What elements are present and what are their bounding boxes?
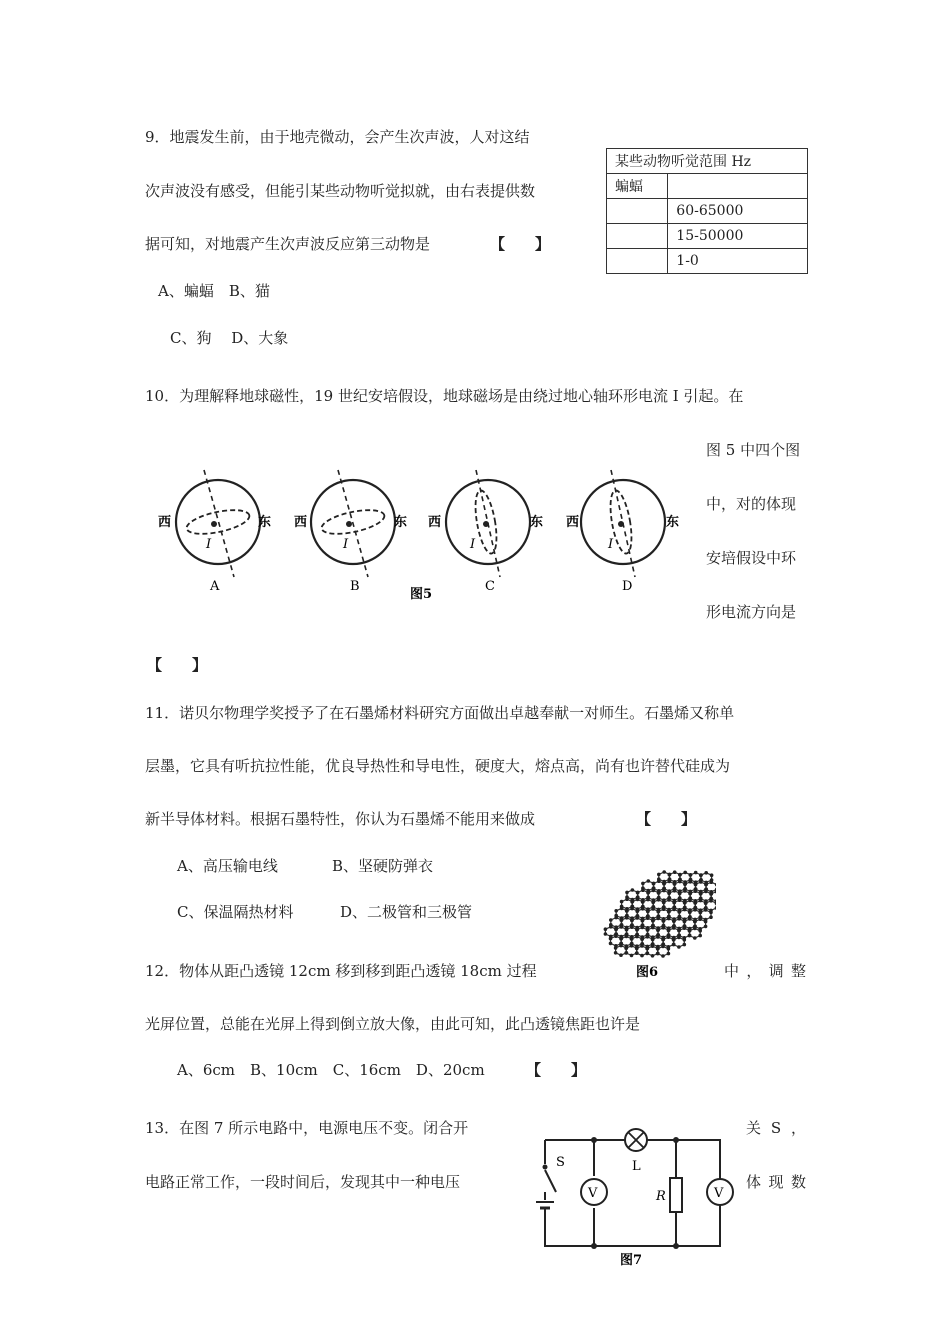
carbon-atom bbox=[625, 907, 629, 911]
table-row bbox=[607, 174, 808, 199]
carbon-atom bbox=[657, 889, 661, 893]
option-letter-b: B bbox=[350, 579, 360, 594]
carbon-atom bbox=[709, 909, 713, 913]
text-fragment: 体 bbox=[746, 1173, 762, 1191]
carbon-atom bbox=[635, 944, 639, 948]
hearing-range-table bbox=[606, 148, 808, 274]
q10-answer-bracket: 【 】 bbox=[147, 656, 208, 674]
carbon-atom bbox=[631, 888, 635, 892]
carbon-atom bbox=[635, 914, 639, 918]
q13-line1: 13．在图 7 所示电路中，电源电压不变。闭合开 bbox=[145, 1119, 469, 1137]
carbon-atom bbox=[704, 906, 708, 910]
voltmeter-label: V bbox=[588, 1186, 598, 1201]
q11-option-a: A、高压输电线 bbox=[177, 857, 278, 875]
carbon-atom bbox=[678, 878, 682, 882]
table-row bbox=[607, 199, 808, 224]
west-label: 西 bbox=[158, 515, 172, 530]
carbon-atom bbox=[652, 882, 656, 886]
carbon-atom bbox=[620, 935, 624, 939]
lamp-label: L bbox=[632, 1159, 641, 1174]
table-cell: 60-65000 bbox=[668, 199, 808, 224]
q12-line2: 光屏位置，总能在光屏上得到倒立放大像，由此可知，此凸透镜焦距也许是 bbox=[145, 1015, 641, 1033]
carbon-atom bbox=[673, 870, 677, 874]
carbon-atom bbox=[646, 896, 650, 900]
q12-line1: 12．物体从距凸透镜 12cm 移到移到距凸透镜 18cm 过程 bbox=[145, 962, 537, 980]
carbon-atom bbox=[630, 905, 634, 909]
carbon-atom bbox=[677, 934, 681, 938]
q11-option-c: C、保温隔热材料 bbox=[177, 903, 294, 921]
option-letter-d: D bbox=[622, 579, 633, 594]
q10-side-1: 图 5 中四个图 bbox=[706, 441, 801, 459]
carbon-atom bbox=[672, 924, 676, 928]
q11-answer-bracket: 【 】 bbox=[636, 810, 697, 828]
carbon-atom bbox=[668, 873, 672, 877]
east-label: 东 bbox=[530, 515, 544, 530]
text-fragment: 数 bbox=[790, 1173, 806, 1191]
carbon-atom bbox=[630, 942, 634, 946]
carbon-atom bbox=[630, 923, 634, 927]
q11-option-d: D、二极管和三极管 bbox=[340, 903, 473, 921]
carbon-atom bbox=[698, 934, 702, 938]
carbon-atom bbox=[661, 943, 665, 947]
q9-line3: 据可知，对地震产生次声波反应第三动物是 bbox=[145, 235, 431, 253]
carbon-atom bbox=[625, 933, 629, 937]
text-fragment: 现 bbox=[768, 1173, 784, 1191]
carbon-atom bbox=[619, 953, 623, 957]
q9-options-cd: C、狗 D、大象 bbox=[170, 329, 289, 347]
current-label: I bbox=[608, 537, 614, 552]
carbon-atom bbox=[624, 951, 628, 955]
table-cell: 1-0 bbox=[668, 249, 808, 274]
carbon-atom bbox=[640, 954, 644, 958]
carbon-atom bbox=[693, 906, 697, 910]
carbon-atom bbox=[641, 935, 645, 939]
carbon-atom bbox=[646, 933, 650, 937]
carbon-atom bbox=[646, 914, 650, 918]
carbon-atom bbox=[667, 933, 671, 937]
carbon-atom bbox=[672, 936, 676, 940]
carbon-atom bbox=[604, 932, 608, 936]
current-label: I bbox=[343, 537, 349, 552]
carbon-atom bbox=[704, 881, 708, 885]
carbon-atom bbox=[699, 878, 703, 882]
carbon-atom bbox=[641, 898, 645, 902]
carbon-atom bbox=[672, 917, 676, 921]
carbon-atom bbox=[636, 907, 640, 911]
voltmeter-icon bbox=[707, 1179, 733, 1205]
text-fragment: 整 bbox=[790, 962, 806, 980]
carbon-atom bbox=[710, 878, 714, 882]
carbon-atom bbox=[657, 877, 661, 881]
q12-answer-bracket: 【 】 bbox=[526, 1061, 587, 1079]
carbon-atom bbox=[641, 917, 645, 921]
q13-line2: 电路正常工作，一段时间后，发现其中一种电压 bbox=[145, 1173, 461, 1191]
carbon-atom bbox=[641, 882, 645, 886]
carbon-atom bbox=[688, 927, 692, 931]
carbon-atom bbox=[693, 918, 697, 922]
east-label: 东 bbox=[394, 515, 408, 530]
carbon-atom bbox=[625, 891, 629, 895]
carbon-atom bbox=[630, 935, 634, 939]
carbon-atom bbox=[699, 897, 703, 901]
carbon-atom bbox=[662, 917, 666, 921]
current-label: I bbox=[470, 537, 476, 552]
option-letter-c: C bbox=[485, 579, 495, 594]
carbon-atom bbox=[689, 873, 693, 877]
carbon-atom bbox=[683, 899, 687, 903]
carbon-atom bbox=[662, 936, 666, 940]
carbon-atom bbox=[614, 909, 618, 913]
table-cell bbox=[607, 199, 668, 224]
figure5-caption: 图5 bbox=[410, 587, 433, 602]
carbon-atom bbox=[693, 925, 697, 929]
carbon-atom bbox=[614, 925, 618, 929]
resistor-label: R bbox=[656, 1189, 666, 1204]
carbon-atom bbox=[699, 890, 703, 894]
carbon-atom bbox=[704, 918, 708, 922]
carbon-atom bbox=[630, 954, 634, 958]
carbon-atom bbox=[636, 891, 640, 895]
table-row bbox=[607, 249, 808, 274]
text-fragment: S bbox=[770, 1119, 782, 1137]
carbon-atom bbox=[625, 895, 629, 899]
carbon-atom bbox=[635, 933, 639, 937]
carbon-atom bbox=[636, 896, 640, 900]
carbon-atom bbox=[688, 934, 692, 938]
carbon-atom bbox=[652, 898, 656, 902]
carbon-atom bbox=[689, 878, 693, 882]
carbon-atom bbox=[699, 908, 703, 912]
carbon-atom bbox=[620, 900, 624, 904]
q10-side-4: 形电流方向是 bbox=[706, 603, 797, 621]
carbon-atom bbox=[651, 924, 655, 928]
table-cell bbox=[607, 224, 668, 249]
carbon-atom bbox=[710, 873, 714, 877]
q13-line1-tail bbox=[746, 1118, 806, 1138]
carbon-atom bbox=[647, 879, 651, 883]
carbon-atom bbox=[678, 908, 682, 912]
q9-line1: 9．地震发生前，由于地壳微动，会产生次声波，人对这结 bbox=[145, 128, 530, 146]
carbon-atom bbox=[614, 944, 618, 948]
west-label: 西 bbox=[566, 515, 580, 530]
carbon-atom bbox=[667, 926, 671, 930]
carbon-atom bbox=[646, 907, 650, 911]
carbon-atom bbox=[609, 942, 613, 946]
switch-label: S bbox=[556, 1155, 565, 1170]
carbon-atom bbox=[619, 942, 623, 946]
carbon-atom bbox=[683, 887, 687, 891]
carbon-atom bbox=[641, 924, 645, 928]
west-label: 西 bbox=[294, 515, 308, 530]
current-label: I bbox=[206, 537, 212, 552]
carbon-atom bbox=[651, 942, 655, 946]
figure7-circuit bbox=[530, 1122, 740, 1270]
carbon-atom bbox=[667, 915, 671, 919]
figure6-caption: 图6 bbox=[636, 965, 659, 980]
carbon-atom bbox=[661, 954, 665, 958]
q10-side-2: 中，对的体现 bbox=[706, 495, 797, 513]
carbon-atom bbox=[656, 952, 660, 956]
carbon-atom bbox=[699, 873, 703, 877]
carbon-atom bbox=[625, 926, 629, 930]
carbon-atom bbox=[689, 890, 693, 894]
text-fragment: 调 bbox=[768, 962, 784, 980]
carbon-atom bbox=[672, 943, 676, 947]
carbon-atom bbox=[662, 905, 666, 909]
carbon-atom bbox=[710, 890, 714, 894]
figure7-caption: 图7 bbox=[620, 1253, 643, 1268]
carbon-atom bbox=[698, 927, 702, 931]
carbon-atom bbox=[688, 908, 692, 912]
table-row bbox=[607, 224, 808, 249]
table-cell: 蝙蝠 bbox=[607, 174, 668, 199]
q12-line1-tail bbox=[724, 961, 806, 981]
carbon-atom bbox=[693, 936, 697, 940]
carbon-atom bbox=[614, 951, 618, 955]
voltmeter-label: V bbox=[714, 1186, 724, 1201]
carbon-atom bbox=[662, 924, 666, 928]
carbon-atom bbox=[677, 915, 681, 919]
carbon-atom bbox=[646, 945, 650, 949]
carbon-atom bbox=[657, 873, 661, 877]
text-fragment: 中 bbox=[724, 962, 740, 980]
carbon-atom bbox=[709, 915, 713, 919]
carbon-atom bbox=[704, 899, 708, 903]
figure5-option-a bbox=[158, 470, 271, 594]
carbon-atom bbox=[609, 918, 613, 922]
figure5-option-b bbox=[294, 470, 407, 594]
carbon-atom bbox=[704, 925, 708, 929]
q11-option-b: B、坚硬防弹衣 bbox=[332, 857, 434, 875]
q11-line1: 11．诺贝尔物理学奖授予了在石墨烯材料研究方面做出卓越奉献一对师生。石墨烯又称单 bbox=[145, 704, 735, 722]
text-fragment: ， bbox=[746, 962, 762, 980]
carbon-atom bbox=[704, 871, 708, 875]
q10-line1: 10．为理解释地球磁性，19 世纪安培假设，地球磁场是由绕过地心轴环形电流 I 引起。在 bbox=[145, 387, 744, 405]
carbon-atom bbox=[678, 873, 682, 877]
carbon-atom bbox=[677, 927, 681, 931]
carbon-atom bbox=[631, 898, 635, 902]
carbon-atom bbox=[625, 944, 629, 948]
carbon-atom bbox=[678, 896, 682, 900]
hearing-table-header: 某些动物听觉范围 Hz bbox=[607, 149, 808, 174]
carbon-atom bbox=[620, 923, 624, 927]
carbon-atom bbox=[698, 915, 702, 919]
carbon-atom bbox=[667, 945, 671, 949]
carbon-atom bbox=[688, 897, 692, 901]
figure5-option-d bbox=[566, 470, 679, 594]
carbon-atom bbox=[662, 870, 666, 874]
carbon-atom bbox=[641, 886, 645, 890]
q13-line2-tail bbox=[746, 1172, 806, 1192]
carbon-atom bbox=[656, 945, 660, 949]
carbon-atom bbox=[614, 914, 618, 918]
q9-answer-bracket: 【 】 bbox=[490, 235, 551, 253]
carbon-atom bbox=[688, 915, 692, 919]
carbon-atom bbox=[646, 926, 650, 930]
figure6-graphene bbox=[586, 852, 716, 982]
carbon-atom bbox=[672, 906, 676, 910]
carbon-atom bbox=[683, 943, 687, 947]
carbon-atom bbox=[614, 932, 618, 936]
carbon-atom bbox=[683, 871, 687, 875]
carbon-atom bbox=[652, 887, 656, 891]
carbon-atom bbox=[609, 935, 613, 939]
east-label: 东 bbox=[666, 515, 680, 530]
carbon-atom bbox=[694, 880, 698, 884]
table-cell bbox=[607, 249, 668, 274]
carbon-atom bbox=[620, 916, 624, 920]
q9-options-ab: A、蝙蝠 B、猫 bbox=[158, 282, 270, 300]
voltmeter-icon bbox=[581, 1179, 607, 1205]
lamp-icon bbox=[625, 1129, 647, 1151]
carbon-atom bbox=[625, 914, 629, 918]
carbon-atom bbox=[656, 926, 660, 930]
text-fragment: ， bbox=[790, 1119, 806, 1137]
table-cell bbox=[668, 174, 808, 199]
carbon-atom bbox=[673, 880, 677, 884]
carbon-atom bbox=[641, 905, 645, 909]
carbon-atom bbox=[604, 927, 608, 931]
figure5-earth-currents bbox=[148, 462, 693, 602]
text-fragment: 关 bbox=[746, 1119, 762, 1137]
carbon-atom bbox=[683, 936, 687, 940]
carbon-atom bbox=[667, 896, 671, 900]
q11-line3: 新半导体材料。根据石墨特性，你认为石墨烯不能用来做成 bbox=[145, 810, 536, 828]
carbon-atom bbox=[635, 926, 639, 930]
carbon-atom bbox=[667, 908, 671, 912]
q12-options: A、6cm B、10cm C、16cm D、20cm bbox=[177, 1061, 485, 1079]
west-label: 西 bbox=[428, 515, 442, 530]
carbon-atom bbox=[630, 916, 634, 920]
carbon-atom bbox=[662, 898, 666, 902]
carbon-atom bbox=[640, 942, 644, 946]
carbon-atom bbox=[694, 899, 698, 903]
carbon-atom bbox=[656, 915, 660, 919]
carbon-atom bbox=[645, 952, 649, 956]
carbon-atom bbox=[662, 887, 666, 891]
q9-line2: 次声波没有感受，但能引某些动物听觉拟就，由右表提供数 bbox=[145, 182, 536, 200]
q10-side-3: 安培假设中环 bbox=[706, 549, 797, 567]
carbon-atom bbox=[657, 908, 661, 912]
figure5-option-c bbox=[428, 470, 543, 594]
carbon-atom bbox=[678, 889, 682, 893]
carbon-atom bbox=[656, 933, 660, 937]
carbon-atom bbox=[683, 880, 687, 884]
carbon-atom bbox=[668, 878, 672, 882]
carbon-atom bbox=[677, 945, 681, 949]
carbon-atom bbox=[651, 917, 655, 921]
carbon-atom bbox=[635, 951, 639, 955]
carbon-atom bbox=[683, 917, 687, 921]
carbon-atom bbox=[673, 899, 677, 903]
carbon-atom bbox=[683, 906, 687, 910]
east-label: 东 bbox=[258, 515, 272, 530]
carbon-atom bbox=[609, 923, 613, 927]
carbon-atom bbox=[667, 952, 671, 956]
carbon-atom bbox=[620, 905, 624, 909]
carbon-atom bbox=[647, 889, 651, 893]
carbon-atom bbox=[651, 935, 655, 939]
carbon-atom bbox=[651, 954, 655, 958]
carbon-atom bbox=[651, 905, 655, 909]
carbon-atom bbox=[662, 880, 666, 884]
carbon-atom bbox=[668, 889, 672, 893]
q11-line2: 层墨，它具有听抗拉性能，优良导热性和导电性，硬度大，熔点高，尚有也许替代硅成为 bbox=[145, 757, 731, 775]
carbon-atom bbox=[657, 896, 661, 900]
table-cell: 15-50000 bbox=[668, 224, 808, 249]
carbon-atom bbox=[683, 924, 687, 928]
carbon-atom bbox=[673, 887, 677, 891]
carbon-atom bbox=[694, 887, 698, 891]
graphene-lattice bbox=[604, 870, 716, 958]
carbon-atom bbox=[709, 897, 713, 901]
carbon-atom bbox=[704, 888, 708, 892]
option-letter-a: A bbox=[210, 579, 220, 594]
carbon-atom bbox=[694, 871, 698, 875]
